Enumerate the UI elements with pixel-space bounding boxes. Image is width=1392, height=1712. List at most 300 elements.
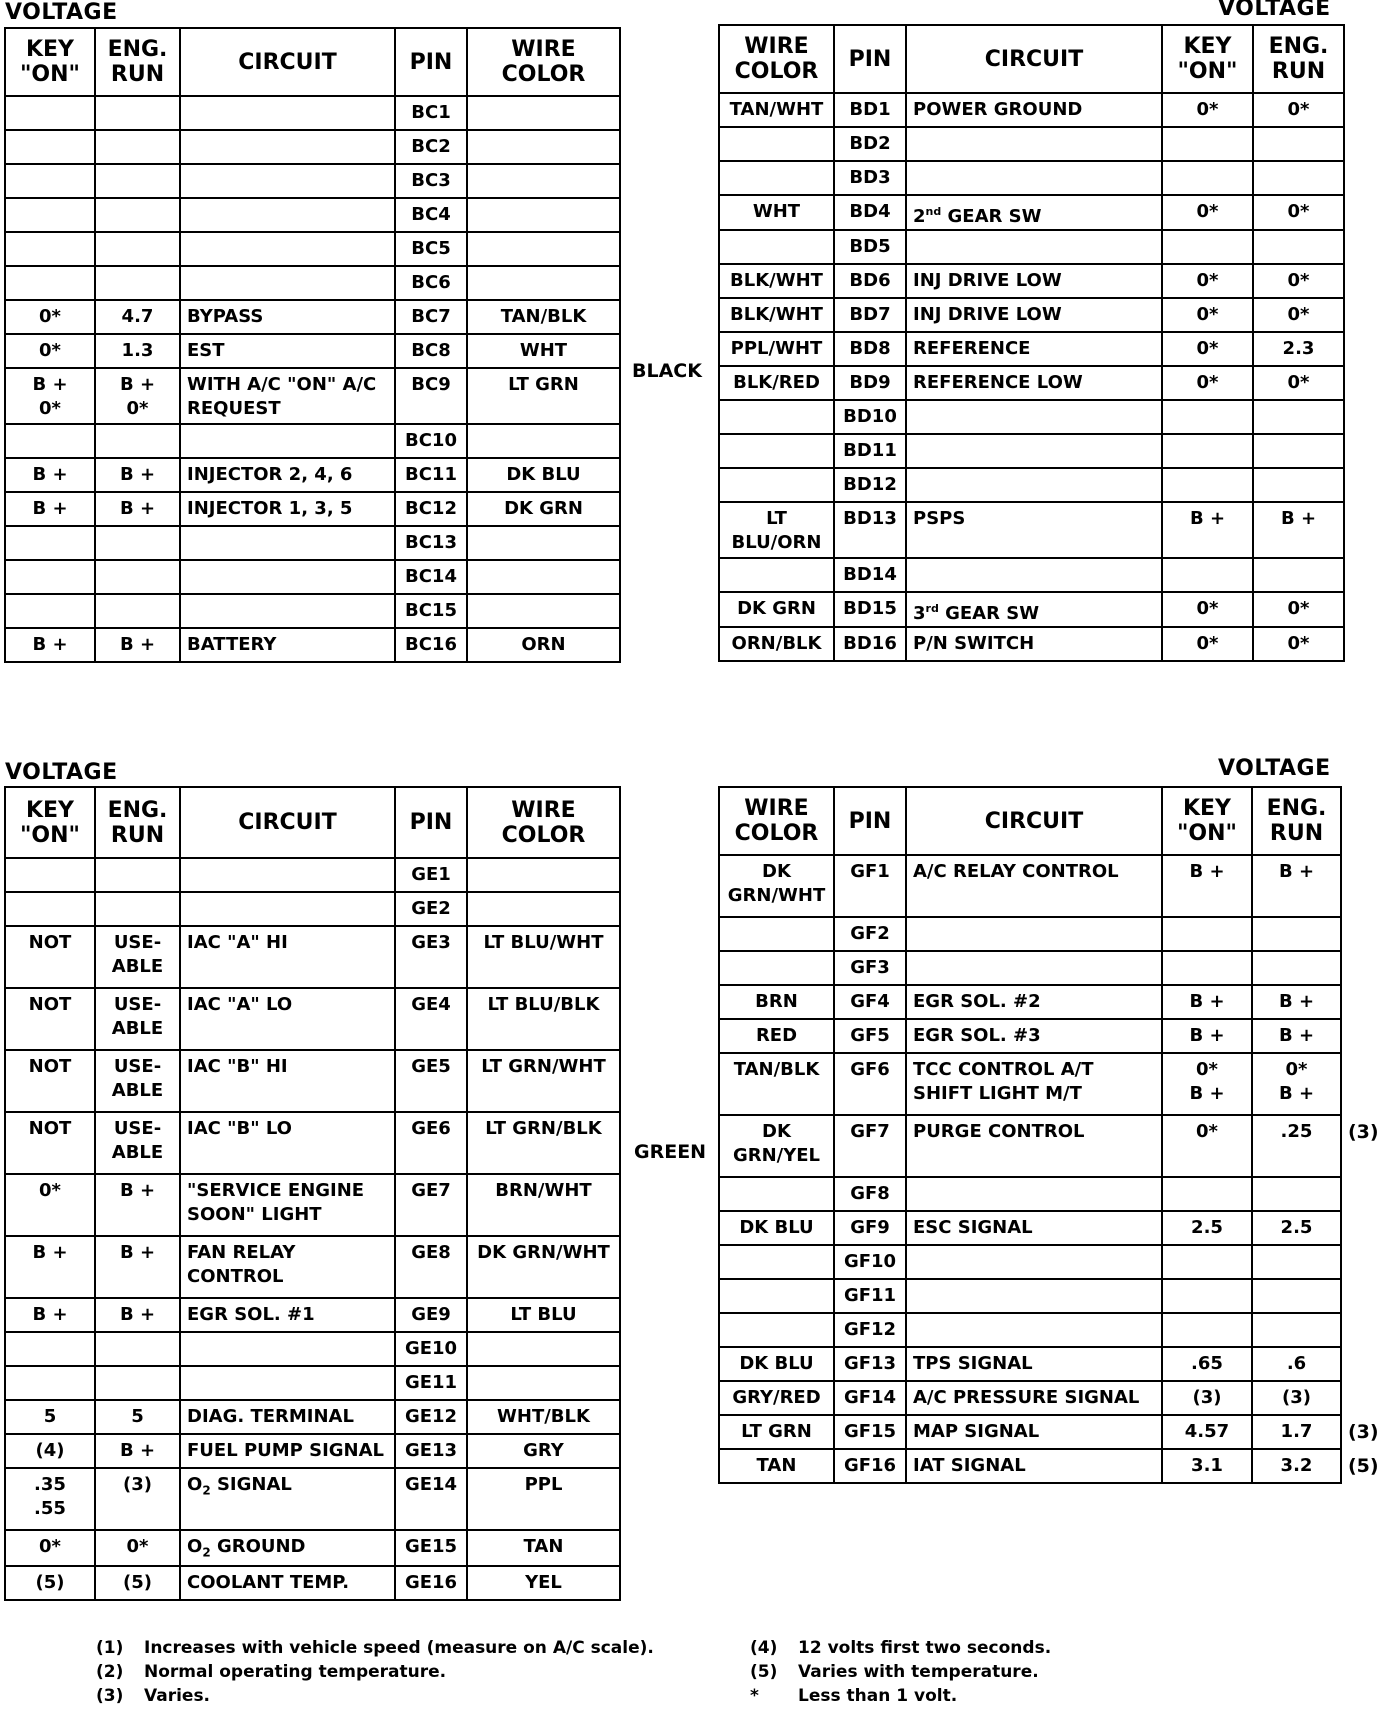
circuit-name bbox=[180, 1366, 395, 1400]
wire-color bbox=[719, 917, 834, 951]
table-row bbox=[719, 1279, 1341, 1313]
header-circuit: CIRCUIT bbox=[180, 787, 395, 858]
footnote-text: Less than 1 volt. bbox=[798, 1686, 958, 1706]
table-row bbox=[5, 96, 620, 130]
footnote-text: Varies. bbox=[144, 1686, 211, 1706]
wire-color: TAN bbox=[719, 1449, 834, 1483]
pin-number: BD2 bbox=[834, 127, 906, 161]
table-row bbox=[5, 164, 620, 198]
key-on-value: 0* bbox=[5, 300, 95, 334]
table-row bbox=[719, 1381, 1341, 1415]
eng-run-value bbox=[1252, 951, 1341, 985]
pin-number: GF6 bbox=[834, 1053, 906, 1115]
key-on-value bbox=[5, 892, 95, 926]
pin-number: GF16 bbox=[834, 1449, 906, 1483]
circuit-name: TCC CONTROL A/T SHIFT LIGHT M/T bbox=[906, 1053, 1162, 1115]
eng-run-value: 3.2 (5) bbox=[1252, 1449, 1341, 1483]
key-on-value bbox=[1162, 951, 1252, 985]
table-row bbox=[5, 1236, 620, 1298]
eng-run-value: B + bbox=[95, 628, 180, 662]
key-on-value: 0* bbox=[5, 1174, 95, 1236]
table-row bbox=[719, 855, 1341, 917]
circuit-name bbox=[180, 266, 395, 300]
pin-number: GF4 bbox=[834, 985, 906, 1019]
header-eng-run: ENG. RUN bbox=[1252, 787, 1341, 855]
eng-run-value bbox=[1253, 161, 1344, 195]
table-row bbox=[5, 368, 620, 424]
eng-run-value: 0* bbox=[1253, 264, 1344, 298]
circuit-name: REFERENCE bbox=[906, 332, 1162, 366]
key-on-value: 0* bbox=[1162, 1115, 1252, 1177]
circuit-name bbox=[180, 892, 395, 926]
pin-number: GE16 bbox=[395, 1566, 467, 1600]
header-circuit: CIRCUIT bbox=[906, 787, 1162, 855]
table-row bbox=[719, 1115, 1341, 1177]
key-on-value bbox=[5, 594, 95, 628]
key-on-value bbox=[1162, 558, 1253, 592]
table-row bbox=[719, 1415, 1341, 1449]
footnote bbox=[750, 1684, 1051, 1708]
table-row bbox=[719, 93, 1344, 127]
circuit-name: DIAG. TERMINAL bbox=[180, 1400, 395, 1434]
table-row bbox=[5, 594, 620, 628]
wire-color bbox=[719, 468, 834, 502]
footnote bbox=[96, 1660, 654, 1684]
wire-color bbox=[719, 1245, 834, 1279]
eng-run-value bbox=[95, 858, 180, 892]
pin-number: GE12 bbox=[395, 1400, 467, 1434]
key-on-value bbox=[5, 1366, 95, 1400]
circuit-name: TPS SIGNAL bbox=[906, 1347, 1162, 1381]
wire-color bbox=[467, 526, 620, 560]
table-row bbox=[5, 300, 620, 334]
table-row bbox=[5, 1434, 620, 1468]
table-row bbox=[719, 434, 1344, 468]
wire-color: DK BLU bbox=[719, 1347, 834, 1381]
circuit-name bbox=[180, 594, 395, 628]
circuit-name: EGR SOL. #3 bbox=[906, 1019, 1162, 1053]
eng-run-value: B + bbox=[95, 492, 180, 526]
table-row bbox=[719, 951, 1341, 985]
key-on-value: 2.5 bbox=[1162, 1211, 1252, 1245]
eng-run-value: 0* bbox=[1253, 298, 1344, 332]
key-on-value: B + bbox=[5, 458, 95, 492]
wire-color: PPL bbox=[467, 1468, 620, 1530]
wire-color: BLK/WHT bbox=[719, 264, 834, 298]
pin-number: GE3 bbox=[395, 926, 467, 988]
circuit-name: BYPASS bbox=[180, 300, 395, 334]
wire-color bbox=[719, 434, 834, 468]
table-row bbox=[5, 1298, 620, 1332]
table-row bbox=[719, 1313, 1341, 1347]
wire-color bbox=[467, 560, 620, 594]
pin-number: BC7 bbox=[395, 300, 467, 334]
circuit-name: IAC "B" LO bbox=[180, 1112, 395, 1174]
pin-number: BD6 bbox=[834, 264, 906, 298]
key-on-value bbox=[5, 198, 95, 232]
table-row bbox=[5, 1566, 620, 1600]
pin-number: BD11 bbox=[834, 434, 906, 468]
circuit-name: FUEL PUMP SIGNAL bbox=[180, 1434, 395, 1468]
key-on-value: B + bbox=[1162, 985, 1252, 1019]
circuit-name: IAC "A" HI bbox=[180, 926, 395, 988]
pin-number: GF8 bbox=[834, 1177, 906, 1211]
key-on-value: 0* bbox=[5, 1530, 95, 1566]
pin-number: GE8 bbox=[395, 1236, 467, 1298]
pin-number: BC9 bbox=[395, 368, 467, 424]
wire-color: YEL bbox=[467, 1566, 620, 1600]
key-on-value: (4) bbox=[5, 1434, 95, 1468]
wire-color bbox=[719, 558, 834, 592]
eng-run-value: 0* bbox=[95, 1530, 180, 1566]
header-eng-run: ENG. RUN bbox=[1253, 25, 1344, 93]
wire-color: TAN/BLK bbox=[719, 1053, 834, 1115]
pin-number: BD4 bbox=[834, 195, 906, 230]
eng-run-value: 2.3 bbox=[1253, 332, 1344, 366]
pin-number: BD9 bbox=[834, 366, 906, 400]
wire-color bbox=[719, 161, 834, 195]
table-row bbox=[719, 627, 1344, 661]
eng-run-value: 2.5 bbox=[1252, 1211, 1341, 1245]
table-row bbox=[5, 334, 620, 368]
eng-run-value: B + 0* bbox=[95, 368, 180, 424]
wire-color: LT GRN bbox=[719, 1415, 834, 1449]
wire-color: GRY bbox=[467, 1434, 620, 1468]
key-on-value bbox=[5, 560, 95, 594]
pin-number: BC8 bbox=[395, 334, 467, 368]
footnote-number: (3) bbox=[96, 1686, 124, 1706]
eng-run-value: B + bbox=[95, 458, 180, 492]
footnote-text: Increases with vehicle speed (measure on A/C scale). bbox=[144, 1638, 654, 1658]
key-on-value: (3) bbox=[1162, 1381, 1252, 1415]
header-pin: PIN bbox=[834, 25, 906, 93]
footnotes-right bbox=[750, 1636, 1051, 1708]
key-on-value: 0* bbox=[1162, 366, 1253, 400]
header-eng-run: ENG. RUN bbox=[95, 787, 180, 858]
footnote-text: Normal operating temperature. bbox=[144, 1662, 447, 1682]
pin-number: GF9 bbox=[834, 1211, 906, 1245]
key-on-value bbox=[5, 266, 95, 300]
eng-run-value bbox=[1253, 468, 1344, 502]
wire-color: TAN bbox=[467, 1530, 620, 1566]
pin-number: BC3 bbox=[395, 164, 467, 198]
wire-color: LT BLU/BLK bbox=[467, 988, 620, 1050]
table-row bbox=[5, 988, 620, 1050]
eng-run-value: B + bbox=[95, 1174, 180, 1236]
pin-number: GE7 bbox=[395, 1174, 467, 1236]
table-row bbox=[719, 161, 1344, 195]
wire-color: LT GRN bbox=[467, 368, 620, 424]
wire-color: DK GRN bbox=[719, 592, 834, 627]
key-on-value bbox=[5, 424, 95, 458]
circuit-name bbox=[180, 164, 395, 198]
eng-run-value: (3) bbox=[95, 1468, 180, 1530]
eng-run-value: 1.7 (3) bbox=[1252, 1415, 1341, 1449]
wire-color: WHT bbox=[719, 195, 834, 230]
wire-color: ORN bbox=[467, 628, 620, 662]
key-on-value bbox=[1162, 917, 1252, 951]
eng-run-value: 1.3 bbox=[95, 334, 180, 368]
wire-color: DK GRN/WHT bbox=[467, 1236, 620, 1298]
circuit-name: ESC SIGNAL bbox=[906, 1211, 1162, 1245]
circuit-name bbox=[906, 1245, 1162, 1279]
eng-run-value: (5) bbox=[95, 1566, 180, 1600]
table-row bbox=[5, 1530, 620, 1566]
eng-run-value bbox=[1252, 1279, 1341, 1313]
table-row bbox=[719, 230, 1344, 264]
eng-run-value: USE- ABLE bbox=[95, 926, 180, 988]
eng-run-value bbox=[95, 164, 180, 198]
wire-color bbox=[467, 1332, 620, 1366]
eng-run-value bbox=[95, 526, 180, 560]
circuit-name bbox=[180, 526, 395, 560]
wire-color bbox=[719, 1279, 834, 1313]
eng-run-value: B + bbox=[1253, 502, 1344, 558]
wire-color bbox=[467, 266, 620, 300]
table-row bbox=[5, 130, 620, 164]
key-on-value: (5) bbox=[5, 1566, 95, 1600]
wire-color bbox=[719, 951, 834, 985]
wire-color bbox=[719, 1313, 834, 1347]
table-row bbox=[719, 592, 1344, 627]
eng-run-value bbox=[1253, 434, 1344, 468]
key-on-value bbox=[5, 858, 95, 892]
eng-run-value bbox=[95, 560, 180, 594]
table-row bbox=[5, 1366, 620, 1400]
eng-run-value: .25 (3) bbox=[1252, 1115, 1341, 1177]
pin-number: BC10 bbox=[395, 424, 467, 458]
header-key-on: KEY "ON" bbox=[5, 787, 95, 858]
header-wire-color: WIRE COLOR bbox=[719, 787, 834, 855]
circuit-name bbox=[906, 558, 1162, 592]
pin-number: GE14 bbox=[395, 1468, 467, 1530]
circuit-name: MAP SIGNAL bbox=[906, 1415, 1162, 1449]
table-row bbox=[5, 424, 620, 458]
footnote bbox=[96, 1636, 654, 1660]
key-on-value: B + bbox=[1162, 855, 1252, 917]
key-on-value bbox=[1162, 230, 1253, 264]
table-row bbox=[5, 266, 620, 300]
circuit-name: 2nd GEAR SW bbox=[906, 195, 1162, 230]
key-on-value: .65 bbox=[1162, 1347, 1252, 1381]
wire-color: LT BLU/ORN bbox=[719, 502, 834, 558]
header-circuit: CIRCUIT bbox=[180, 28, 395, 96]
table-row bbox=[5, 858, 620, 892]
circuit-name: INJECTOR 2, 4, 6 bbox=[180, 458, 395, 492]
key-on-value: B + bbox=[5, 1236, 95, 1298]
eng-run-value: 0* bbox=[1253, 366, 1344, 400]
circuit-name bbox=[906, 230, 1162, 264]
pin-number: GE2 bbox=[395, 892, 467, 926]
wire-color: DK BLU bbox=[719, 1211, 834, 1245]
key-on-value: B + bbox=[1162, 502, 1253, 558]
wire-color: BLK/RED bbox=[719, 366, 834, 400]
circuit-name bbox=[180, 130, 395, 164]
pin-number: GF10 bbox=[834, 1245, 906, 1279]
eng-run-value bbox=[1253, 400, 1344, 434]
eng-run-value: 0* bbox=[1253, 592, 1344, 627]
pin-number: GE13 bbox=[395, 1434, 467, 1468]
pin-number: BC15 bbox=[395, 594, 467, 628]
key-on-value: 0* bbox=[1162, 298, 1253, 332]
eng-run-value: 0* B + bbox=[1252, 1053, 1341, 1115]
circuit-name: "SERVICE ENGINE SOON" LIGHT bbox=[180, 1174, 395, 1236]
key-on-value bbox=[5, 1332, 95, 1366]
footnotes-left bbox=[96, 1636, 654, 1708]
circuit-name bbox=[906, 1177, 1162, 1211]
key-on-value: 0* bbox=[5, 334, 95, 368]
table-row bbox=[5, 198, 620, 232]
eng-run-value: USE- ABLE bbox=[95, 988, 180, 1050]
pin-number: BD1 bbox=[834, 93, 906, 127]
header-wire-color: WIRE COLOR bbox=[719, 25, 834, 93]
wire-color: TAN/BLK bbox=[467, 300, 620, 334]
table-row bbox=[719, 1053, 1341, 1115]
eng-run-value bbox=[95, 1366, 180, 1400]
pin-number: GE15 bbox=[395, 1530, 467, 1566]
circuit-name: PURGE CONTROL bbox=[906, 1115, 1162, 1177]
circuit-name: INJ DRIVE LOW bbox=[906, 298, 1162, 332]
footnote-ref: (5) bbox=[1348, 1455, 1379, 1477]
circuit-name: PSPS bbox=[906, 502, 1162, 558]
key-on-value bbox=[1162, 161, 1253, 195]
eng-run-value bbox=[1252, 1177, 1341, 1211]
wire-color: ORN/BLK bbox=[719, 627, 834, 661]
footnote bbox=[750, 1636, 1051, 1660]
key-on-value bbox=[1162, 1177, 1252, 1211]
header-pin: PIN bbox=[834, 787, 906, 855]
eng-run-value: 5 bbox=[95, 1400, 180, 1434]
key-on-value: 0* bbox=[1162, 592, 1253, 627]
pin-number: GE1 bbox=[395, 858, 467, 892]
key-on-value: NOT bbox=[5, 926, 95, 988]
ge-pin-table bbox=[4, 786, 621, 1601]
circuit-name bbox=[906, 1313, 1162, 1347]
key-on-value bbox=[1162, 1279, 1252, 1313]
circuit-name bbox=[180, 1332, 395, 1366]
circuit-name bbox=[906, 951, 1162, 985]
table-row bbox=[5, 526, 620, 560]
pin-number: GE9 bbox=[395, 1298, 467, 1332]
footnote-text: 12 volts first two seconds. bbox=[798, 1638, 1052, 1658]
key-on-value bbox=[5, 526, 95, 560]
footnote-number: * bbox=[750, 1686, 759, 1706]
pin-number: BD8 bbox=[834, 332, 906, 366]
circuit-name: FAN RELAY CONTROL bbox=[180, 1236, 395, 1298]
wire-color bbox=[719, 230, 834, 264]
wire-color: DK BLU bbox=[467, 458, 620, 492]
table-row bbox=[719, 298, 1344, 332]
header-pin: PIN bbox=[395, 787, 467, 858]
eng-run-value: B + bbox=[1252, 985, 1341, 1019]
circuit-name: REFERENCE LOW bbox=[906, 366, 1162, 400]
wire-color bbox=[467, 198, 620, 232]
circuit-name: WITH A/C "ON" A/C REQUEST bbox=[180, 368, 395, 424]
wire-color bbox=[719, 400, 834, 434]
footnote-number: (2) bbox=[96, 1662, 124, 1682]
wire-color: WHT bbox=[467, 334, 620, 368]
wire-color: TAN/WHT bbox=[719, 93, 834, 127]
key-on-value: B + bbox=[1162, 1019, 1252, 1053]
eng-run-value bbox=[95, 96, 180, 130]
key-on-value bbox=[5, 232, 95, 266]
key-on-value: 0* B + bbox=[1162, 1053, 1252, 1115]
table-row bbox=[719, 558, 1344, 592]
eng-run-value: 4.7 bbox=[95, 300, 180, 334]
pin-number: GE11 bbox=[395, 1366, 467, 1400]
eng-run-value bbox=[95, 892, 180, 926]
pin-number: GE4 bbox=[395, 988, 467, 1050]
wire-color: LT BLU/WHT bbox=[467, 926, 620, 988]
table-row bbox=[719, 1449, 1341, 1483]
key-on-value: 4.57 bbox=[1162, 1415, 1252, 1449]
eng-run-value bbox=[95, 424, 180, 458]
key-on-value: B + bbox=[5, 1298, 95, 1332]
eng-run-value: (3) bbox=[1252, 1381, 1341, 1415]
table-row bbox=[719, 264, 1344, 298]
key-on-value: 0* bbox=[1162, 93, 1253, 127]
pin-number: BC13 bbox=[395, 526, 467, 560]
pin-number: BC4 bbox=[395, 198, 467, 232]
table-row bbox=[5, 458, 620, 492]
pin-number: BD5 bbox=[834, 230, 906, 264]
circuit-name bbox=[180, 96, 395, 130]
footnote-text: Varies with temperature. bbox=[798, 1662, 1039, 1682]
connector-black-label: BLACK bbox=[632, 360, 702, 382]
pin-number: BC2 bbox=[395, 130, 467, 164]
header-circuit: CIRCUIT bbox=[906, 25, 1162, 93]
circuit-name: IAC "A" LO bbox=[180, 988, 395, 1050]
table-row bbox=[5, 492, 620, 526]
circuit-name: COOLANT TEMP. bbox=[180, 1566, 395, 1600]
eng-run-value bbox=[1253, 230, 1344, 264]
circuit-name: A/C PRESSURE SIGNAL bbox=[906, 1381, 1162, 1415]
circuit-name: EST bbox=[180, 334, 395, 368]
pin-number: BC14 bbox=[395, 560, 467, 594]
wire-color bbox=[467, 232, 620, 266]
key-on-value bbox=[5, 164, 95, 198]
eng-run-value bbox=[95, 130, 180, 164]
wire-color: GRY/RED bbox=[719, 1381, 834, 1415]
pin-number: BD12 bbox=[834, 468, 906, 502]
key-on-value: 0* bbox=[1162, 195, 1253, 230]
wire-color bbox=[467, 424, 620, 458]
circuit-name bbox=[180, 232, 395, 266]
table-row bbox=[719, 468, 1344, 502]
pin-number: GE6 bbox=[395, 1112, 467, 1174]
circuit-name bbox=[906, 1279, 1162, 1313]
wire-color: DK GRN bbox=[467, 492, 620, 526]
key-on-value: 0* bbox=[1162, 332, 1253, 366]
key-on-value: B + bbox=[5, 628, 95, 662]
footnote bbox=[96, 1684, 654, 1708]
circuit-name: INJECTOR 1, 3, 5 bbox=[180, 492, 395, 526]
eng-run-value bbox=[95, 266, 180, 300]
pin-number: BD10 bbox=[834, 400, 906, 434]
circuit-name: IAT SIGNAL bbox=[906, 1449, 1162, 1483]
pin-number: BD13 bbox=[834, 502, 906, 558]
pin-number: BD14 bbox=[834, 558, 906, 592]
key-on-value: 3.1 bbox=[1162, 1449, 1252, 1483]
pin-number: GF1 bbox=[834, 855, 906, 917]
eng-run-value bbox=[1252, 1313, 1341, 1347]
wire-color bbox=[467, 594, 620, 628]
table-row bbox=[719, 332, 1344, 366]
footnote bbox=[750, 1660, 1051, 1684]
key-on-value: NOT bbox=[5, 988, 95, 1050]
table-row bbox=[719, 917, 1341, 951]
circuit-name: P/N SWITCH bbox=[906, 627, 1162, 661]
